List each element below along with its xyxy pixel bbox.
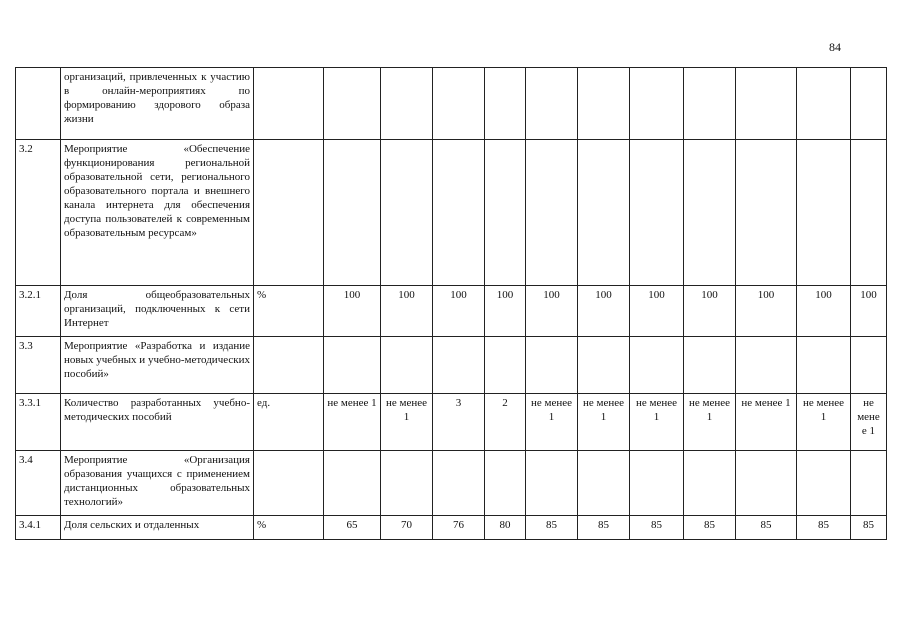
value-cell — [851, 451, 887, 516]
value-cell: 76 — [433, 516, 485, 540]
value-cell: 65 — [324, 516, 381, 540]
value-cell: 100 — [736, 286, 797, 337]
indicator-description-cell: Мероприятие «Разработка и издание новых учебных и учебно-методических пособий» — [61, 337, 254, 394]
table-row — [16, 516, 887, 540]
value-cell — [630, 337, 684, 394]
indicator-description-cell: Мероприятие «Обеспечение функционирования региональной образовательной сети, регионального образовательного портала и внешнего канала интернета для обеспечения доступа пользователей к современным образовательным ресурсам» — [61, 140, 254, 286]
value-cell: не менее 1 — [578, 394, 630, 451]
row-number-cell — [16, 68, 61, 140]
table-row — [16, 394, 887, 451]
unit-cell: ед. — [254, 394, 324, 451]
value-cell — [630, 451, 684, 516]
value-cell: 85 — [851, 516, 887, 540]
value-cell: 100 — [526, 286, 578, 337]
value-cell — [797, 140, 851, 286]
table-row — [16, 68, 887, 140]
unit-cell: % — [254, 516, 324, 540]
value-cell: не менее 1 — [797, 394, 851, 451]
value-cell — [797, 337, 851, 394]
value-cell: 3 — [433, 394, 485, 451]
value-cell: 85 — [526, 516, 578, 540]
page-number: 84 — [829, 40, 841, 54]
value-cell — [485, 337, 526, 394]
row-number-cell: 3.4.1 — [16, 516, 61, 540]
table-body — [16, 68, 887, 540]
value-cell: 100 — [684, 286, 736, 337]
value-cell: 100 — [381, 286, 433, 337]
table-row — [16, 140, 887, 286]
table-row — [16, 286, 887, 337]
row-number-cell: 3.3 — [16, 337, 61, 394]
value-cell: не менее 1 — [684, 394, 736, 451]
value-cell: 100 — [797, 286, 851, 337]
value-cell: 100 — [630, 286, 684, 337]
indicator-description-cell: Доля сельских и отдаленных — [61, 516, 254, 540]
value-cell — [381, 140, 433, 286]
value-cell: 85 — [736, 516, 797, 540]
value-cell — [797, 68, 851, 140]
value-cell — [684, 140, 736, 286]
value-cell — [851, 68, 887, 140]
value-cell: 85 — [684, 516, 736, 540]
value-cell — [485, 451, 526, 516]
value-cell — [684, 451, 736, 516]
value-cell — [324, 68, 381, 140]
value-cell: не менее 1 — [381, 394, 433, 451]
value-cell: 100 — [324, 286, 381, 337]
value-cell: 100 — [485, 286, 526, 337]
value-cell — [684, 68, 736, 140]
unit-cell: % — [254, 286, 324, 337]
value-cell: 100 — [433, 286, 485, 337]
value-cell — [433, 68, 485, 140]
value-cell — [433, 451, 485, 516]
unit-cell — [254, 337, 324, 394]
unit-cell — [254, 451, 324, 516]
value-cell — [433, 140, 485, 286]
value-cell — [526, 337, 578, 394]
value-cell: не менее 1 — [736, 394, 797, 451]
value-cell: 85 — [797, 516, 851, 540]
value-cell — [381, 68, 433, 140]
unit-cell — [254, 68, 324, 140]
value-cell: 70 — [381, 516, 433, 540]
value-cell — [381, 451, 433, 516]
value-cell: 2 — [485, 394, 526, 451]
value-cell: не менее 1 — [630, 394, 684, 451]
value-cell: 100 — [851, 286, 887, 337]
value-cell — [578, 337, 630, 394]
value-cell: 85 — [578, 516, 630, 540]
row-number-cell: 3.3.1 — [16, 394, 61, 451]
value-cell — [578, 140, 630, 286]
value-cell: не менее 1 — [526, 394, 578, 451]
value-cell — [381, 337, 433, 394]
value-cell: 100 — [578, 286, 630, 337]
value-cell — [578, 451, 630, 516]
indicator-description-cell: Доля общеобразовательных организаций, подключенных к сети Интернет — [61, 286, 254, 337]
table-row — [16, 337, 887, 394]
value-cell — [736, 68, 797, 140]
indicator-description-cell: организаций, привлеченных к участию в онлайн-мероприятиях по формированию здорового образа жизни — [61, 68, 254, 140]
row-number-cell: 3.2.1 — [16, 286, 61, 337]
value-cell — [324, 140, 381, 286]
indicator-description-cell: Мероприятие «Организация образования учащихся с применением дистанционных образовательных технологий» — [61, 451, 254, 516]
row-number-cell: 3.2 — [16, 140, 61, 286]
value-cell — [433, 337, 485, 394]
value-cell — [324, 451, 381, 516]
value-cell: не мене е 1 — [851, 394, 887, 451]
table-row — [16, 451, 887, 516]
value-cell — [630, 68, 684, 140]
value-cell — [736, 451, 797, 516]
value-cell — [526, 140, 578, 286]
value-cell — [797, 451, 851, 516]
indicator-description-cell: Количество разработанных учебно-методических пособий — [61, 394, 254, 451]
unit-cell — [254, 140, 324, 286]
value-cell — [526, 68, 578, 140]
value-cell — [526, 451, 578, 516]
value-cell — [736, 140, 797, 286]
indicators-table — [15, 67, 887, 540]
value-cell — [684, 337, 736, 394]
value-cell — [736, 337, 797, 394]
value-cell — [324, 337, 381, 394]
row-number-cell: 3.4 — [16, 451, 61, 516]
value-cell: 80 — [485, 516, 526, 540]
value-cell — [630, 140, 684, 286]
value-cell — [578, 68, 630, 140]
value-cell: не менее 1 — [324, 394, 381, 451]
value-cell — [851, 140, 887, 286]
value-cell — [485, 68, 526, 140]
value-cell — [851, 337, 887, 394]
value-cell — [485, 140, 526, 286]
value-cell: 85 — [630, 516, 684, 540]
